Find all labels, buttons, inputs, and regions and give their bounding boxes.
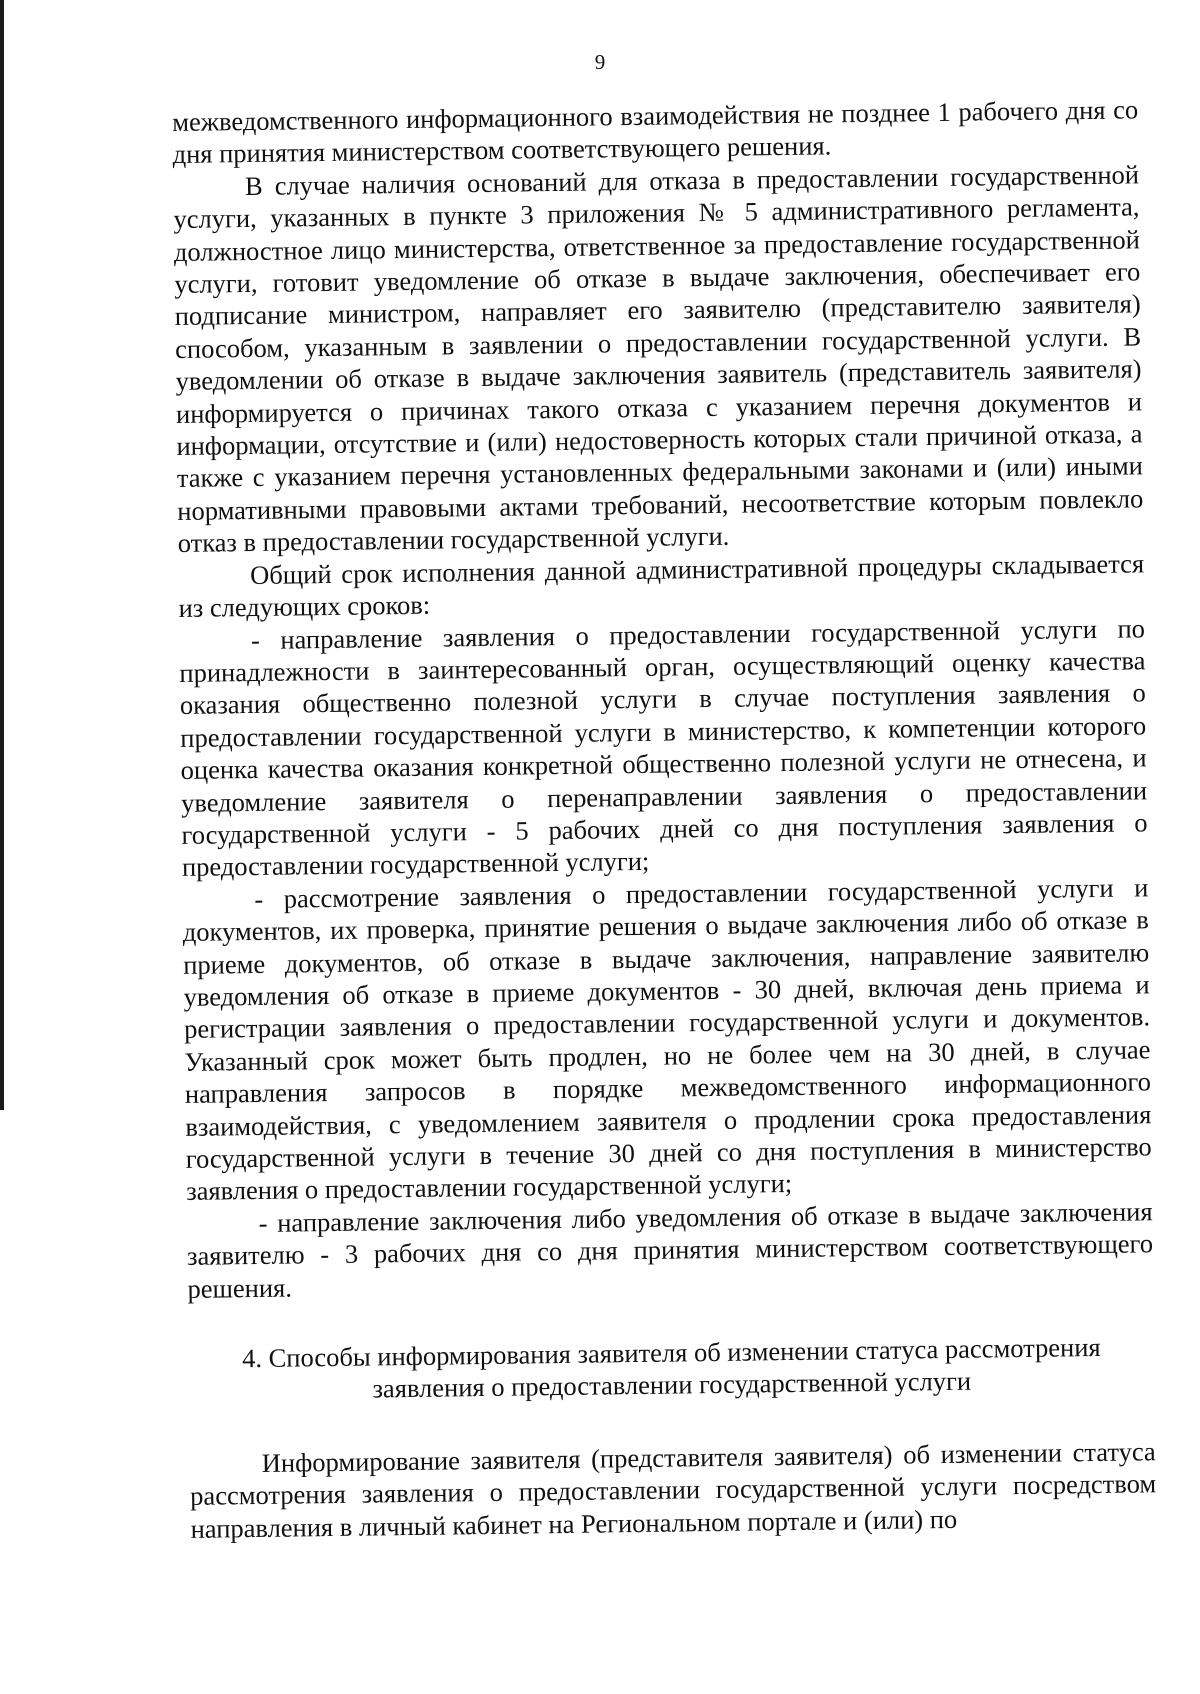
section-heading: 4. Способы информирования заявителя об изменении статуса рассмотрения заявления о предоставлении государственной услуги [241, 1331, 1101, 1404]
paragraph-status-informing: Информирование заявителя (представителя заявителя) об изменении статуса рассмотрения заявления о предоставлении государственной услуги посредством направления в личный кабинет на Региональном портале и (или) по [190, 1436, 1157, 1544]
page-number: 9 [594, 50, 606, 74]
list-item-review-term: - рассмотрение заявления о предоставлении государственной услуги и документов, их проверка, принятие решения о выдаче заключения либо об отказе в приеме документов, об отказе в выдаче заключения, направление заявителю уведомления об отказе в приеме документов - 30 дней, включая день приема и регистрации заявления о предоставлении государственной услуги и документов. Указанный срок может быть продлен, но не более чем на 30 дней, в случае направления запросов в порядке межведомственного информационного взаимодействия, с уведомлением заявителя о продлении срока предоставления государственной услуги в течение 30 дней со дня поступления в министерство заявления о предоставлении государственной услуги; [182, 872, 1152, 1207]
list-item-delivery-term: - направление заключения либо уведомления об отказе в выдаче заключения заявителю - 3 рабочих дня со дня принятия министерством соответствующего решения. [186, 1196, 1154, 1304]
paragraph-refusal-grounds: В случае наличия оснований для отказа в предоставлении государственной услуги, указанных в пункте 3 приложения № 5 административного регламента, должностное лицо министерства, ответственное за предоставление государственной услуги, готовит уведомление об отказе в выдаче заключения, обеспечивает его подписание министром, направляет его заявителю (представителю заявителя) способом, указанным в заявлении о предоставлении государственной услуги. В уведомлении об отказе в выдаче заключения заявитель (представитель заявителя) информируется о причинах такого отказа с указанием перечня документов и информации, отсутствие и (или) недостоверность которых стали причиной отказа, а также с указанием перечня установленных федеральными законами и (или) иными нормативными правовыми актами требований, несоответствие которым повлекло отказ в предоставлении государственной услуги. [173, 159, 1144, 559]
document-body [172, 93, 1157, 1545]
list-item-redirect-term: - направление заявления о предоставлении государственной услуги по принадлежности в заинтересованный орган, осуществляющий оценку качества оказания общественно полезной услуги в случае поступления заявления о предоставлении государственной услуги в министерство, к компетенции которого оценка качества оказания конкретной общественно полезной услуги не отнесена, и уведомление заявителя о перенаправлении заявления о предоставлении государственной услуги - 5 рабочих дней со дня поступления заявления о предоставлении государственной услуги; [179, 612, 1148, 883]
scan-edge-shadow [0, 0, 4, 1110]
paragraph-total-term: Общий срок исполнения данной административной процедуры складывается из следующих сроков: [178, 548, 1145, 624]
paragraph-continuation: межведомственного информационного взаимодействия не позднее 1 рабочего дня со дня принятия министерством соответствующего решения. [172, 94, 1139, 170]
